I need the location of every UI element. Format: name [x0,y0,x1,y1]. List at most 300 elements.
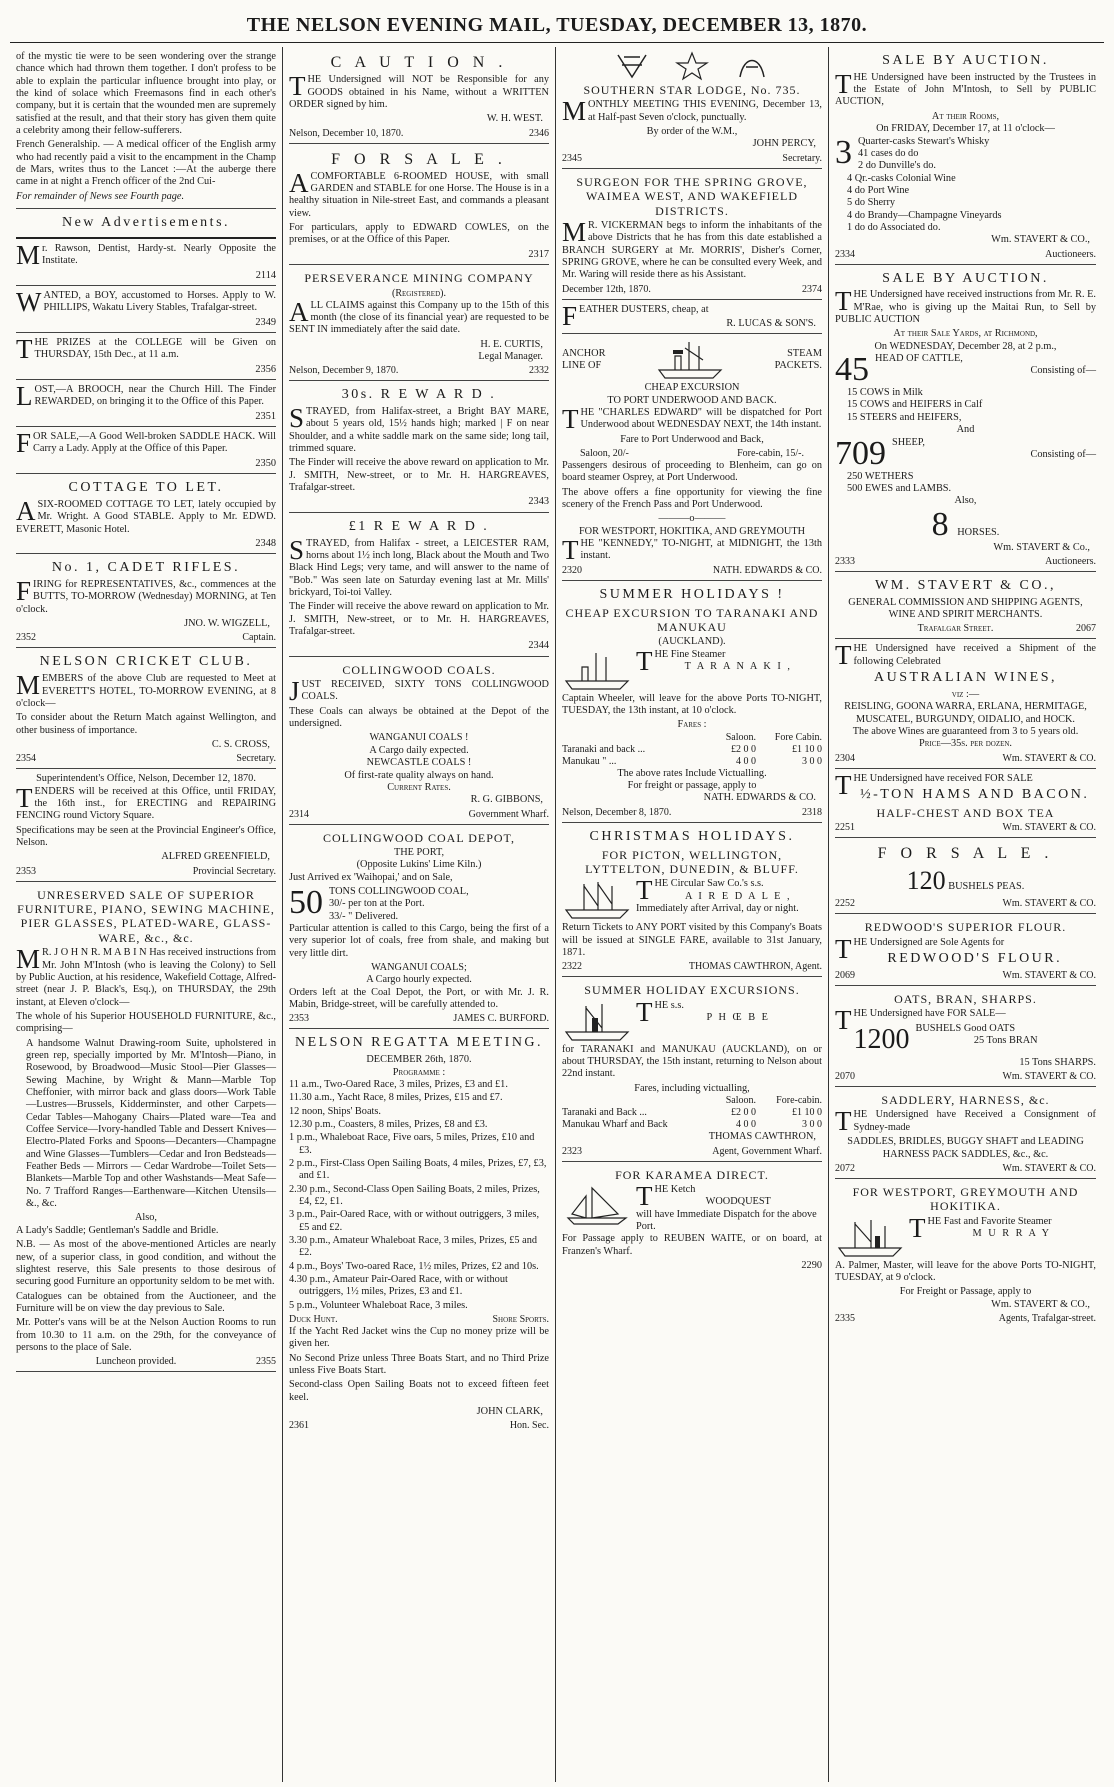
reward-30s-text-2: The Finder will receive the above reward on application to Mr. J. SMITH, New-street, or to Mr. H. HARGREAVES, Trafalgar-street. [289,457,549,494]
peas-quantity: 120 [906,866,946,896]
kennedy-text: THE "KENNEDY," TO-NIGHT, at MIDNIGHT, the 13th instant. [562,535,822,566]
programme-item: 2.30 p.m., Second-Class Open Sailing Boats, 2 miles, Prizes, £4, £2, £1. [289,1183,540,1207]
murray-title: Agents, Trafalgar-street. [998,1313,1096,1324]
flour-footer [835,970,1096,982]
lodge-heading: SOUTHERN STAR LODGE, No. 735. [583,83,801,97]
cattle-items [835,387,1096,424]
auction-1-title: Auctioneers. [1045,248,1096,260]
cricket-number: 2354 [16,753,36,765]
auction-2-date: On WEDNESDAY, December 28, at 2 p.m., [874,340,1057,352]
fare-header-saloon: Saloon. [725,731,756,743]
airedale-footer [562,961,822,973]
tea-number: 2251 [835,822,855,834]
murray-line: THE Fast and Favorite Steamer [909,1212,1052,1243]
peas-label: BUSHELS PEAS. [948,881,1025,893]
fare-saloon: £2 0 0 [731,743,756,755]
auction-item: 4 do Port Wine [847,184,910,196]
murray-block [835,1212,1096,1260]
ad-for-sale-house [289,144,549,266]
flour-text: THE Undersigned are Sole Agents for [835,933,1005,964]
tender-title: Provincial Secretary. [192,865,276,877]
stavert-footer [835,623,1096,635]
programme-item: 12.30 p.m., Coasters, 8 miles, Prizes, £8 and £3. [289,1118,488,1130]
programme-item: 1 p.m., Whaleboat Race, Five oars, 5 miles, Prizes, £10 and £3. [289,1132,535,1156]
ad-auction-whisky [835,47,1096,265]
oats-label: BUSHELS Good OATS [915,1022,1016,1034]
auction-item: 4 do Brandy—Champagne Vineyards [847,209,1002,221]
lodge-signature: JOHN PERCY, [752,138,816,150]
murray-steamer-icon [835,1216,905,1260]
stavert-address: Trafalgar Street. [917,623,994,635]
generalship-paragraph: French Generalship. — A medical officer of the English army who had recently paid a visit to the encampment in the Champ de Mars, writes thus to the Lancet :—At the auberge there came in at night a French officer of the 2nd Cui- [16,139,276,188]
furniture-sale-heading: UNRESERVED SALE OF SUPERIOR FURNITURE, PIANO, SEWING MACHINE, PIER GLASSES, PLATED-WARE, GLASS-WARE, &c., &c. [17,887,275,945]
sheep-quantity: 709 [835,434,886,472]
port-underwood-heading: TO PORT UNDERWOOD AND BACK. [607,394,777,406]
mining-text: ALL CLAIMS against this Company up to the 15th of this month (the close of its financial year) are requested to be SENT IN immediately after the said date. [289,296,549,336]
fare-saloon: 4 0 0 [736,1119,756,1131]
ad-cricket-club [16,648,276,769]
stavert-line-1: GENERAL COMMISSION AND SHIPPING AGENTS, [848,596,1083,608]
cricket-title: Secretary. [236,753,276,765]
ad-redwoods-flour [835,914,1096,986]
charles-edward-text-3: The above offers a fine opportunity for viewing the fine scenery of the French Pass and Port Underwood. [562,486,822,511]
lodge-title: Secretary. [782,152,822,164]
auction-1-text: THE Undersigned have been instructed by the Trustees in the Estate of John M'Intosh, to Sell by PUBLIC AUCTION, [835,68,1096,108]
wanted-text: WANTED, a BOY, accustomed to Horses. Apply to W. PHILLIPS, Wakatu Livery Stables, Trafalgar-street. [16,286,276,317]
programme-heading: Programme : [392,1066,446,1078]
fare-route: Taranaki and Back ... [562,1107,647,1119]
auction-1-rooms: At their Rooms, [931,110,1000,122]
wines-footer [835,753,1096,765]
horses-block [835,505,1096,543]
regatta-extras [289,1314,549,1326]
auction-item: 41 cases do do [858,147,919,159]
for-sale-heading: F O R S A L E . [331,150,507,168]
ad-cottage [16,474,276,554]
square-compass-icon [614,51,650,81]
mining-date: Nelson, December 9, 1870. [289,365,399,377]
ad-phoebe [562,977,822,1161]
caution-text: THE Undersigned will NOT be Responsible for any GOODS obtained in his Name, without a WRITTEN ORDER signed by him. [289,71,549,110]
fare-line [562,448,822,460]
mabin-number: 2355 [256,1356,276,1368]
saddle-hack-text: FOR SALE,—A Good Well-broken SADDLE HACK. Will Carry a Lady. Apply at the Office of this Paper. [16,428,276,459]
mining-subheading: (Registered). [392,287,446,299]
fare-header-row [562,732,822,744]
regatta-text-4: Second-class Open Sailing Boats not to exceed fifteen feet keel. [289,1379,549,1403]
tender-text: TENDERS will be received at this Office, until FRIDAY, the 16th inst., for ERECTING and REPAIRING FENCING round Victory Square. [16,782,276,822]
newcastle-text: Of first-rate quality always on hand. [344,769,494,781]
depot-wanganui-2: A Cargo hourly expected. [366,974,472,986]
murray-signature: Wm. STAVERT & CO., [991,1298,1090,1310]
ad-murray [835,1179,1096,1328]
rawson-number: 2114 [255,269,276,281]
christmas-heading: CHRISTMAS HOLIDAYS. [589,828,795,844]
mining-number: 2332 [529,365,549,377]
cottage-text: ASIX-ROOMED COTTAGE TO LET, lately occupied by Mr. Wright. A Good STABLE. Apply to Mr. EDWD. EVERETT, Masonic Hotel. [16,495,276,535]
ad-cadet-rifles [16,554,276,648]
stavert-line-2: WINE AND SPIRIT MERCHANTS. [888,609,1043,621]
fare-header-fore: Fore-cabin. [776,1095,822,1107]
wines-heading: AUSTRALIAN WINES, [873,670,1057,686]
surgeon-number: 2374 [802,283,822,295]
fare-fore: 3 0 0 [802,1119,822,1131]
bran-line: 25 Tons BRAN [973,1035,1038,1047]
kennedy-signature: NATH. EDWARDS & CO. [712,564,822,576]
auction-1-list-block [835,133,1096,235]
anchor-line-banner [562,338,822,382]
ad-collingwood-coals [289,657,549,825]
cheap-excursion-heading: CHEAP EXCURSION [644,382,740,394]
cadet-footer [16,632,276,644]
horses-quantity: 8 [931,505,949,543]
column-1 [10,47,283,1782]
fare-header-row [562,1095,822,1107]
freight-line: For freight or passage, apply to [627,780,757,792]
wanganui-heading: WANGANUI COALS ! [369,732,469,744]
cadet-title: Captain. [242,632,276,644]
cattle-consisting: Consisting of— [1030,365,1096,377]
ad-regatta [289,1029,549,1435]
ad-auction-stock [835,265,1096,572]
programme-item: 3 p.m., Pair-Oared Race, with or without outriggers, 3 miles, £5 and £2. [289,1209,540,1233]
mabin-footer [16,1356,276,1368]
westport-heading: FOR WESTPORT, HOKITIKA, AND GREYMOUTH [578,525,806,537]
summer-holidays-heading: SUMMER HOLIDAYS ! [599,586,785,602]
freight-number: 2318 [802,806,822,818]
freight-footer [562,807,822,819]
saddlery-heading: SADDLERY, HARNESS, &c. [881,1093,1050,1108]
fare-route: Manukau " ... [562,755,617,767]
ad-rawson [16,239,276,286]
coll-footer [289,809,549,821]
wines-list: REISLING, GOONA WARRA, ERLANA, HERMITAGE, MUSCATEL, BURGUNDY, OIDALIO, and HOCK. [844,701,1087,725]
depot-quantity: 50 [289,883,323,921]
lodge-footer [562,153,822,165]
new-ads-heading-block [16,209,276,239]
kennedy-footer [562,565,822,577]
shore-sports: Shore Sports. [492,1314,549,1326]
surgeon-date: December 12th, 1870. [562,283,651,295]
victualling-note: The above rates Include Victualling. [617,767,767,779]
cottage-heading: COTTAGE TO LET. [68,480,224,496]
lodge-order: By order of the W.M., [646,126,738,138]
tender-text-2: Specifications may be seen at the Provincial Engineer's Office, Nelson. [16,824,276,848]
taranaki-text: Captain Wheeler, will leave for the above Ports TO-NIGHT, TUESDAY, the 13th instant, at 10 o'clock. [562,692,822,717]
tea-heading: HALF-CHEST AND BOX TEA [876,805,1055,820]
mabin-text-6: N.B. — As most of the above-mentioned Articles are nearly new, of a superior class, in good condition, and without the slightest reserve, this Sale presents to those desirous of securing good Furniture an opportunity seldom to be met with. [16,1239,276,1288]
auction-2-number: 2333 [835,555,855,567]
programme-item: 11 a.m., Two-Oared Race, 3 miles, Prizes, £3 and £1. [289,1078,508,1090]
fare-fore: £1 10 0 [792,743,822,755]
horses-label: HORSES. [957,526,1000,538]
saddlery-footer [835,1163,1096,1175]
new-ads-heading: New Advertisements. [61,215,231,231]
coll-text: JUST RECEIVED, SIXTY TONS COLLINGWOOD COALS. [289,676,549,707]
for-sale-text: ACOMFORTABLE 6-ROOMED HOUSE, with small GARDEN and STABLE for one Horse. The House is in a healthy situation in Nile-street East, and commands a pleasant view. [289,167,549,219]
phoebe-text: for TARANAKI and MANUKAU (AUCKLAND), on or about THURSDAY, the 15th instant, returning to Nelson about 22nd instant. [562,1043,822,1080]
cottage-number: 2348 [255,537,276,549]
steamer-icon [562,649,632,693]
prizes-number: 2356 [255,363,276,375]
saddlery-signature: Wm. STAVERT & CO. [1002,1162,1096,1174]
karamea-number: 2290 [801,1259,822,1271]
anchor-word: ANCHOR [562,348,606,359]
cadet-text: FIRING for REPRESENTATIVES, &c., commences at the BUTTS, TO-MORROW (Wednesday) MORNING, at Ten o'clock. [16,576,276,615]
mabin-text-8: Mr. Potter's vans will be at the Nelson Auction Rooms to run from 10.30 to 11 a.m. on the 29th, for the conveyance of persons to the place of Sale. [16,1317,276,1353]
for-sale-number: 2317 [528,248,549,260]
ad-caution [289,47,549,144]
mabin-text-3: A handsome Walnut Drawing-room Suite, upholstered in green rep, specially imported by Mr. M'Intosh—Piano, in Rosewood, by Broadwood—Music Stool—Pier Glasses—Sewing Machine, by Wright & Mann—Marble Top Cheffonier, with mirror back and glass doors—Work Table—Lustres—Brussels, Kidderminster, and other Carpets—Cedar Tables—Mahogany Chairs—Plated ware—Tea and Coffee Service—Ivory-handled Table and Dessert Knives—Electro-Plated Forks and Spoons—Decanters—Champagne and Wine Glasses—Tumblers—Cedar and Iron Bedsteads—Feather Beds — Mirrors — Cedar Wardrobe—Toilet Sets—Blankets—Marble Top and other Washstands—Meat Safe—No. 7 Trafford Ranges—Earthenware—Kitchen Utensils—&., &c. [26,1037,276,1210]
newcastle-heading: NEWCASTLE COALS ! [366,757,472,769]
cattle-label: HEAD OF CATTLE, [875,353,963,365]
fare-row [562,756,822,768]
coll-number: 2314 [289,808,309,820]
phoebe-fare-table [562,1095,822,1131]
programme-item: 4.30 p.m., Amateur Pair-Oared Race, with or without outriggers, 1½ miles, Prizes, £3 and £1. [289,1274,508,1298]
depot-text-2: Particular attention is called to this Cargo, being the first of a very superior lot of coals, free from shale, and making but very little dirt. [289,922,549,959]
flour-number: 2069 [835,970,855,981]
reward-1-heading: £1 R E W A R D . [348,518,490,534]
current-rates: Current Rates. [387,781,451,793]
ad-wanted [16,286,276,333]
remainder-note: For remainder of News see Fourth page. [16,190,185,202]
tea-signature: Wm. STAVERT & CO. [1002,822,1096,834]
kennedy-number: 2320 [562,564,582,576]
auction-item: 4 Qr.-casks Colonial Wine [847,172,956,184]
wines-guarantee: The above Wines are guaranteed from 3 to 5 years old. [852,725,1079,737]
fare-fore: £1 10 0 [792,1107,822,1119]
depot-price-1: 30/- per ton at the Port. [329,898,425,910]
fare-header-blank [562,1095,700,1107]
depot-subheading-2: (Opposite Lukins' Lime Kiln.) [356,859,482,871]
column-3 [556,47,829,1782]
lodge-number: 2345 [562,152,582,164]
cadet-heading: No. 1, CADET RIFLES. [51,560,241,576]
phoebe-number: 2323 [562,1145,582,1157]
charles-edward-text-2: Passengers desirous of proceeding to Blenheim, can go on board steamer Osprey, at Port Underwood. [562,460,822,484]
packets-word: PACKETS. [774,360,822,372]
cattle-item: 15 COWS in Milk [847,387,923,399]
reward-30s-number: 2343 [528,496,549,508]
ad-anchor-line [562,334,822,580]
steam-word: STEAM [787,348,822,359]
auction-2-yards: At their Sale Yards, at Richmond, [893,328,1038,340]
reward-1-number: 2344 [528,640,549,652]
oats-number: 2070 [835,1071,855,1083]
auction-1-number: 2334 [835,248,855,260]
fare-route: Taranaki and back ... [562,743,646,755]
auction-1-heading: SALE BY AUCTION. [882,53,1049,68]
fare-table [562,732,822,768]
lost-text: LOST,—A BROOCH, near the Church Hill. The Finder REWARDED, on bringing it to the Office of this Paper. [16,381,276,412]
depot-number: 2353 [289,1013,309,1025]
depot-signature: JAMES C. BURFORD. [453,1013,549,1025]
flour-signature: Wm. STAVERT & CO. [1002,970,1096,981]
cattle-item: 15 STEERS and HEIFERS, [847,411,962,423]
ad-furniture-sale [16,882,276,1373]
lead-paragraph: of the mystic tie were to be seen wondering over the strange chance which had thrown them together. I don't profess to be able to explain the particular influence brought into play, or the kind of solace which Freemasons find in each other's company, but it is certain that the wounded men are supremely satisfied at the result, and that their story has given them quite a celebrity among their fellow-sufferers. [16,51,276,137]
fare-row [562,1107,822,1119]
news-continuation [16,47,276,209]
auction-1-footer [835,249,1096,261]
peas-block [835,865,1096,896]
ad-karamea [562,1162,822,1276]
saddlery-number: 2072 [835,1162,855,1174]
auction-item: 1 do do Associated do. [847,221,941,233]
oats-text: THE Undersigned have FOR SALE— [835,1005,1006,1036]
regatta-title: Hon. Sec. [509,1420,549,1432]
wines-number: 2304 [835,752,855,764]
auction-2-title: Auctioneers. [1045,555,1096,567]
fare-saloon: 4 0 0 [736,755,756,767]
phoebe-title: Agent, Government Wharf. [712,1145,822,1157]
ad-saddle-hack [16,427,276,474]
phoebe-line: THE s.s. [636,996,684,1027]
taranaki-name: T A R A N A K I , [684,661,792,673]
auction-1-signature: Wm. STAVERT & CO., [991,234,1090,246]
also-word: Also, [954,495,977,507]
regatta-date: DECEMBER 26th, 1870. [366,1054,472,1066]
anchor-line-right [775,348,822,373]
mabin-also: Also, [134,1212,158,1224]
rawson-text: Mr. Rawson, Dentist, Hardy-st. Nearly Opposite the Institate. [16,239,276,270]
column-2 [283,47,556,1782]
ad-australian-wines [835,639,1096,768]
oats-heading: OATS, BRAN, SHARPS. [894,992,1037,1006]
oats-footer [835,1071,1096,1083]
depot-quantity-block [289,883,549,923]
regatta-text-3: No Second Prize unless Three Boats Start, and no Third Prize unless Five Boats Start. [289,1352,549,1377]
fare-header-blank [562,732,700,744]
fare-row [562,744,822,756]
cattle-item: 15 COWS and HEIFERS in Calf [847,399,983,411]
depot-text-3: Orders left at the Coal Depot, the Port, or with Mr. J. R. Mabin, Bridge-street, will be carefully attended to. [289,986,549,1011]
phoebe-footer [562,1146,822,1158]
tender-footer [16,866,276,878]
mabin-text-7: Catalogues can be obtained from the Auctioneer, and the Furniture will be on view the day previous to Sale. [16,1290,276,1314]
depot-subheading: THE PORT, [393,846,445,858]
hams-text: THE Undersigned have received FOR SALE [835,769,1033,800]
tender-signature: ALFRED GREENFIELD, [161,851,270,863]
programme-item: 4 p.m., Boys' Two-oared Race, 1½ miles, Prizes, £2 and 10s. [289,1260,539,1272]
cricket-heading: NELSON CRICKET CLUB. [39,654,253,670]
luncheon-note: Luncheon provided. [95,1356,177,1368]
programme-item: 3.30 p.m., Amateur Whaleboat Race, 3 miles, Prizes, £5 and £2. [289,1235,538,1259]
ad-mining-company [289,265,549,381]
sheep-label: SHEEP, [892,436,925,448]
murray-number: 2335 [835,1313,855,1324]
depot-price-2: 33/- " Delivered. [329,910,399,922]
cattle-block [835,353,1096,387]
depot-text: Just Arrived ex 'Waihopai,' and on Sale, [289,871,453,883]
duck-hunt: Duck Hunt. [289,1314,338,1326]
auction-item: 5 do Sherry [847,197,896,209]
programme-item: 11.30 a.m., Yacht Race, 8 miles, Prizes, £15 and £7. [289,1092,503,1104]
depot-wanganui: WANGANUI COALS; [371,962,467,974]
murray-footer [835,1313,1096,1325]
for-sale-text-2: For particulars, apply to EDWARD COWLES, on the premises, or at the Office of this Paper. [289,222,549,246]
taranaki-steamer-block [562,645,822,693]
coll-text-2: These Coals can always be obtained at the Depot of the undersigned. [289,705,549,730]
murray-name: M U R R A Y [972,1227,1052,1239]
mabin-text: MR. J O H N R. M A B I N Has received instructions from Mr. John M'Intosh (who is leaving the Colony) to Sell by Public Auction, at his residence, Wakefield Cottage, Alfred-street (near J. P. Black's, Esq.), on THURSDAY, the 29th instant, at Eleven o'clock— [16,944,276,1008]
ad-prizes [16,333,276,380]
star-icon [674,51,710,81]
coll-heading: COLLINGWOOD COALS. [342,662,496,677]
feather-signature: R. LUCAS & SON'S. [726,318,816,329]
ad-christmas-holidays [562,823,822,978]
sheep-items [835,471,1096,496]
auction-1-date: On FRIDAY, December 17, at 11 o'clock— [876,123,1055,135]
mining-footer [289,365,549,377]
sharps-line: 15 Tons SHARPS. [1019,1056,1096,1068]
cadet-signature: JNO. W. WIGZELL, [184,618,270,630]
section-divider: ———o——— [658,513,726,525]
mining-title: Legal Manager. [478,350,543,362]
auction-2-heading: SALE BY AUCTION. [882,270,1049,286]
phoebe-block [562,996,822,1044]
auction-1-items [835,133,1096,235]
surgeon-heading: SURGEON FOR THE SPRING GROVE, WAIMEA WEST, AND WAKEFIELD DISTRICTS. [576,174,808,218]
sheep-item: 500 EWES and LAMBS. [847,482,952,494]
airedale-number: 2322 [562,961,582,973]
fare-header-saloon: Saloon. [725,1095,756,1107]
programme-item: 12 noon, Ships' Boats. [289,1105,381,1117]
ad-oats-bran [835,986,1096,1087]
ad-peas [835,838,1096,914]
cricket-signature: C. S. CROSS, [211,738,270,750]
airedale-timing: Immediately after Arrival, day or night. [636,903,799,915]
auction-item: Quarter-casks Stewart's Whisky [858,135,990,147]
regatta-footer [289,1420,549,1432]
auction-2-signature: Wm. STAVERT & Co., [993,541,1090,553]
ad-reward-30s [289,381,549,513]
woodquest-name: WOODQUEST [705,1196,771,1208]
auction-2-footer [835,556,1096,568]
ad-hams-tea [835,769,1096,839]
ad-reward-1-pound [289,513,549,657]
sheep-consisting: Consisting of— [1030,448,1096,460]
karamea-line: THE Ketch [636,1180,696,1211]
murray-freight: For Freight or Passage, apply to [899,1286,1032,1298]
phoebe-signature: THOMAS CAWTHRON, [708,1131,816,1143]
airedale-ship-icon [562,878,632,922]
karamea-block [562,1180,822,1233]
phoebe-name: P H Œ B E [706,1012,770,1024]
stavert-heading: WM. STAVERT & CO., [875,577,1056,593]
depot-tons: TONS COLLINGWOOD COAL, [329,885,469,897]
programme-list [289,1079,549,1312]
steamship-icon [655,338,725,382]
phoebe-fares-heading: Fares, including victualling, [634,1082,750,1094]
ad-taranaki [562,581,822,823]
auckland-line: (AUCKLAND). [658,636,726,648]
line-of-word: LINE OF [562,360,602,372]
cattle-quantity: 45 [835,351,869,389]
lodge-text: MONTHLY MEETING THIS EVENING, December 13, at Half-past Seven o'clock, punctually. [562,96,822,127]
caution-footer [289,128,549,140]
tea-footer [835,822,1096,834]
wines-signature: Wm. STAVERT & CO. [1002,752,1096,764]
monogram-icon [734,51,770,81]
coll-title: Government Wharf. [468,808,549,820]
regatta-number: 2361 [289,1420,309,1432]
sheep-block [835,434,1096,472]
fare-fore: 3 0 0 [802,755,822,767]
taranaki-heading: CHEAP EXCURSION TO TARANAKI AND MANUKAU [565,605,819,634]
karamea-heading: FOR KARAMEA DIRECT. [615,1167,769,1182]
